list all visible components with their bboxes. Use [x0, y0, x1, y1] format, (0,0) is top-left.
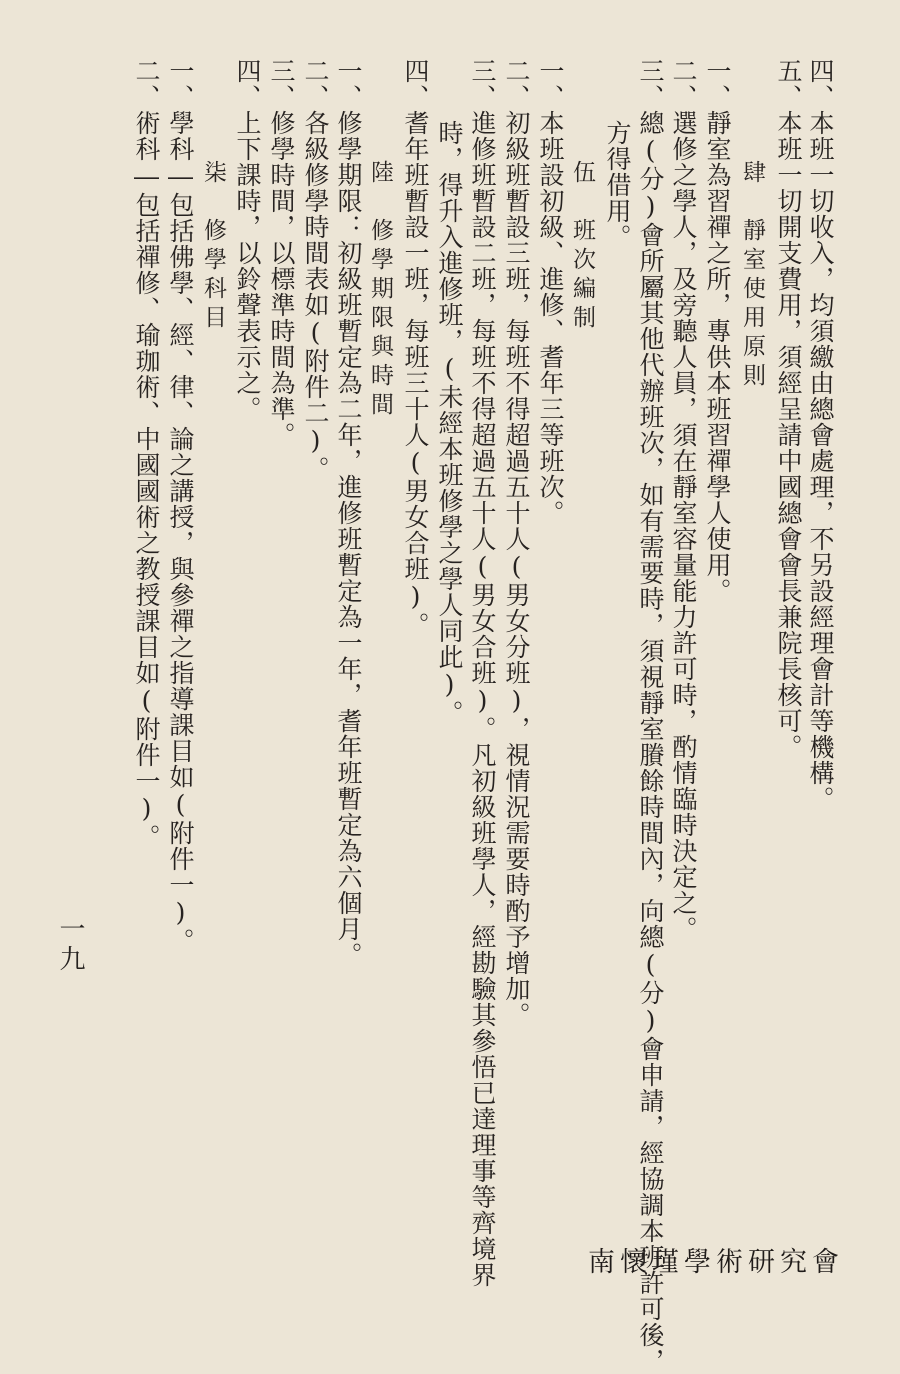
- text-column: 一、本班設初級、進修、耆年三等班次。: [536, 58, 565, 526]
- section-heading: 柒 修學科目: [200, 160, 226, 334]
- section-heading: 肆 靜室使用原則: [739, 160, 765, 392]
- text-column: 方得借用。: [603, 120, 632, 250]
- section-heading: 陸 修學期限與時間: [367, 160, 393, 421]
- text-column: 三、總(分)會所屬其他代辦班次，如有需要時，須視靜室賸餘時間內，向總(分)會申請，經協調本班許可後，: [636, 58, 665, 1374]
- text-column: 三、進修班暫設二班，每班不得超過五十人(男女合班)。凡初級班學人，經勘驗其參悟已達理事等齊境界: [468, 58, 497, 1288]
- text-column: 一、靜室為習禪之所，專供本班習禪學人使用。: [703, 58, 732, 604]
- text-column: 五、本班一切開支費用，須經呈請中國總會會長兼院長核可。: [774, 58, 803, 760]
- page-number: 一九: [55, 915, 85, 975]
- text-column: 四、上下課時，以鈴聲表示之。: [233, 58, 262, 422]
- publisher-footer: 南懷瑾學術研究會: [588, 1247, 844, 1278]
- text-column: 二、各級修學時間表如(附件二)。: [301, 58, 330, 482]
- text-column: 二、選修之學人，及旁聽人員，須在靜室容量能力許可時，酌情臨時決定之。: [669, 58, 698, 942]
- text-column: 時，得升入進修班，(未經本班修學之學人同此)。: [435, 120, 464, 726]
- text-column: 一、學科―包括佛學、經、律、論之講授，與參禪之指導課目如(附件一)。: [166, 58, 195, 954]
- text-column: 四、本班一切收入，均須繳由總會處理，不另設經理會計等機構。: [806, 58, 835, 812]
- text-column: 一、修學期限：初級班暫定為二年，進修班暫定為一年，耆年班暫定為六個月。: [334, 58, 363, 968]
- section-heading: 伍 班次編制: [569, 160, 595, 334]
- text-column: 二、初級班暫設三班，每班不得超過五十人(男女分班)，視情況需要時酌予增加。: [502, 58, 531, 1028]
- text-column: 二、術科―包括禪修、瑜珈術、中國國術之教授課目如(附件一)。: [132, 58, 161, 850]
- text-column: 四、耆年班暫設一班，每班三十人(男女合班)。: [401, 58, 430, 638]
- text-column: 三、修學時間，以標準時間為準。: [267, 58, 296, 448]
